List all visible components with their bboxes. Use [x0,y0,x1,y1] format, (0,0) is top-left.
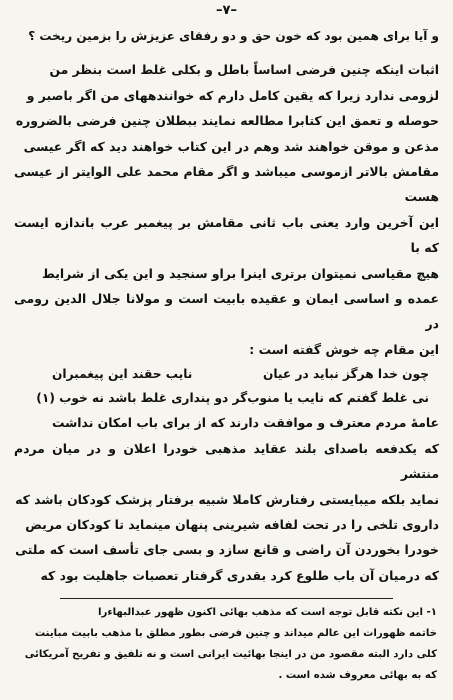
text-line: عمده و اساسی ایمان و عقیده بابیت است و مولانا جلال الدین رومی در [14,291,439,332]
text-line: عامهٔ مردم معترف و موافقت دارند که از برای باب امکان نداشت [51,415,439,431]
paragraph-2 [14,410,439,588]
page-number: –۷– [216,3,237,18]
couplet-line-1 [14,362,439,386]
hemistich-left: گر دو پنداری غلط باشد نه خوب (۱) [36,391,248,406]
text-line: خودرا بخوردن آن راضی و قانع سازد و بسی جای تأسف است که ملتی [15,542,439,558]
footnote-line: خاتمه ظهورات این عالم میداند و چنین فرضی بطور مطلق با مذهب بابیت مباینت [34,628,437,639]
hemistich-right: چون خدا هرگز نباید در عیان [262,367,429,382]
text-line: اثبات اینکه چنین فرضی اساساً باطل و بکلی غلط است بنظر من [49,62,439,78]
text-line: این آخرین وارد یعنی باب ثانی مقامش بر پیغمبر عرب باندازه ایست که با [14,214,439,256]
footnote-line: ۱- این نکته قابل توجه است که مذهب بهائی اکنون ظهور عبدالبهاءرا [98,607,437,618]
text-line: حوصله و تعمق این کتابرا مطالعه نمایند ببطلان چنین فرضی بالضروره [15,113,439,129]
text-line: این مقام چه خوش گفته است : [249,341,439,357]
text-line: که یکدفعه باصدای بلند عقاید مذهبی خودرا اعلان و در میان مردم منتشر [14,440,439,482]
text-line: لزومی ندارد زیرا که یقین کامل دارم که خوانندههای من اگر باصبر و [26,87,439,103]
opening-line: و آیا برای همین بود که خون حق و دو رفقای عزیزش را بزمین ریخت ؟ [28,29,439,43]
poem-couplet [14,362,439,410]
footnote-divider [60,598,393,599]
hemistich-left: نایب حقند این پیغمبران [52,367,193,382]
hemistich-right: نی غلط گفتم که نایب یا منوب [247,391,429,406]
couplet-line-2 [14,386,439,410]
text-line: مقامش بالاتر ازموسی میباشد و اگر مقام محمد علی الوایتر از عیسی هست [14,164,439,205]
footnote-line: که به بهائی معروف شده است . [278,670,437,681]
paragraph-gap [14,49,439,57]
footnote [16,602,437,686]
paragraph-1 [14,57,439,362]
text-line: هیچ مقیاسی نمیتوان برتری اینرا براو سنجید و این یکی از شرایط [42,265,439,281]
text-line: مذعن و موقن خواهند شد وهم در این کتاب خواهند دید که اگر عیسی [23,138,439,154]
text-line: داروی تلخی را در تحت لفافه شیرینی پنهان مینماید تا کودکان مریض [25,516,439,532]
footnote-line: کلی دارد البته مقصود من در اینجا بهائیت ایرانی است و نه تلفیق و تفریح آمریکائی [24,649,437,660]
text-line: که درمیان آن باب طلوع کرد بقدری گرفتار تعصبات جاهلیت بود که [40,567,439,583]
main-text [14,24,439,588]
text-line: نماید بلکه میبایستی رفتارش کاملا شبیه برفتار پزشک کودکان باشد که [15,491,439,507]
